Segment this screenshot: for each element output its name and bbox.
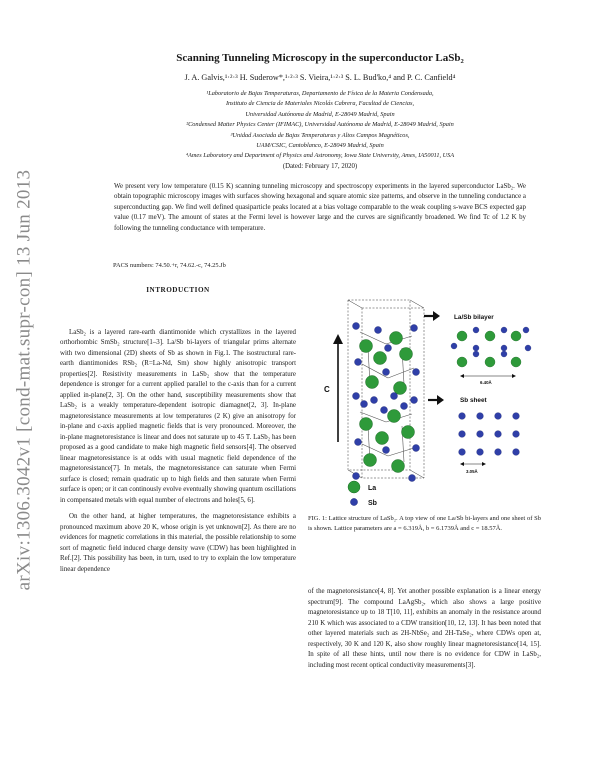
body-paragraph: of the magnetoresistance[4, 8]. Yet another possible explanation is a linear energy spectrum[9]. The compound LaAgSb₂, which also shows a large positive magnetoresistance up to 18 T[10, 11], exhibits an anomaly in the resistance around 210 K which was associated to a CDW transition[10, 12, 13]. It has been noted that other layered materials such as 2H-NbSe₂ and 2H-TaSe₂, where CDWs open at, respectively, 30 K and 120 K, also show roughly linear magnetoresistance[14, 15]. In spite of all these hints, until now there is no evidence for CDW in LaSb₂, including most recent optical conductivity measurements[3]. [308, 588, 541, 669]
abstract: We present very low temperature (0.15 K) scanning tunneling microscopy and spectroscopy experiments in the layered superconductor LaSb₂. We obtain topographic microscopy images with surfaces showing hexagonal and square atomic size patterns, and observe in the tunneling conductance a superconducting gap. We find well defined quasiparticle peaks located at a bias voltage comparable to the weak coupling s-wave BCS expected gap value (0.17 meV). The amount of states at the Fermi level is however large and the curves are significantly broadened. We find Tc of 1.2 K by following the tunneling conductance with temperature. [114, 183, 526, 232]
legend-sb-label: Sb [368, 500, 377, 507]
body-paragraph: On the other hand, at higher temperatures, the magnetoresistance exhibits a pronounced maximum above 20 K, whose origin is yet unknown[2]. As there are no evidences for magnetic correlations in this material, the possible relationship to some sort of magnetic field induced charge density wave (CDW) has been highlighted in Ref.[2]. This possibility has been, in turn, used to try to explain the low temperature linear dependence [60, 513, 296, 573]
affiliation-line: Instituto de Ciencia de Materiales Nicolás Cabrera, Facultad de Ciencias, [225, 100, 415, 108]
affiliation-line: Universidad Autónoma de Madrid, E-28049 Madrid, Spain [245, 110, 395, 118]
left-column [60, 285, 296, 581]
figure-caption: FIG. 1: Lattice structure of LaSb₂. A top view of one La/Sb bi-layers and one sheet of Sb is shown. Lattice parameters are a = 6.319Å, b = 6.1739Å and c = 18.57Å. [308, 515, 541, 532]
bilayer-top-view [451, 327, 531, 385]
legend-la-swatch [348, 481, 360, 493]
section-heading-introduction: INTRODUCTION [146, 286, 210, 294]
arxiv-id: arXiv:1306.3042v1 [cond-mat.supr-con] 13 Jun 2013 [13, 169, 35, 591]
c-axis-label: C [324, 385, 330, 394]
scale-bar-bottom: 3.05Å [466, 469, 478, 474]
figure-lattice-structure [316, 292, 542, 510]
sheet-top-view [459, 413, 520, 456]
affiliation-line: ³Unidad Asociada de Bajas Temperaturas y Altos Campos Magnéticos, [230, 131, 410, 139]
affiliation-line: ¹Laboratorio de Bajas Temperaturas, Departamento de Física de la Materia Condensada, [206, 90, 434, 97]
lattice-diagram [316, 292, 542, 510]
arxiv-stamp [4, 160, 44, 600]
legend-sb-swatch [350, 498, 357, 505]
affiliations [60, 89, 580, 162]
bilayer-arrow [424, 311, 440, 321]
pacs-numbers: PACS numbers: 74.50.+r, 74.62.-c, 74.25.Jb [113, 262, 226, 269]
affiliation-line: UAM/CSIC, Cantoblanco, E-28049 Madrid, Spain [256, 142, 384, 150]
legend [348, 481, 377, 507]
scale-bar-top: 6.40Å [480, 380, 492, 385]
date-line: (Dated: February 17, 2020) [282, 163, 358, 170]
affiliation-line: ²Condensed Matter Physics Center (IFIMAC), Universidad Autónoma de Madrid, E-28049 Madrid, Spain [186, 121, 454, 129]
c-axis-arrow [324, 334, 343, 442]
sheet-label: Sb sheet [460, 397, 487, 404]
right-column [308, 587, 541, 671]
sheet-arrow [428, 395, 444, 405]
author-list: J. A. Galvis,¹·²·³ H. Suderow*,¹·²·³ S. Vieira,¹·²·³ S. L. Bud'ko,⁴ and P. C. Canfield⁴ [184, 73, 456, 82]
bilayer-label: La/Sb bilayer [454, 314, 494, 321]
body-paragraph: LaSb₂ is a layered rare-earth diantimonide which crystallizes in the layered orthorhombic SmSb₂ structure[1–3]. La/Sb bi-layers of triangular prims alternate with two dimensional (2D) sheets of Sb as shown in Fig.1. The isostructural rare-earth diantimonides RSb₂ (R=La-Nd, Sm) show highly anisotropic transport properties[2]. Resistivity measurements in LaSb₂ show that the temperature dependence is stronger for a current applied parallel to the c-axis than for a current applied in-plane[2, 3]. On the other hand, susceptibility measurements show that LaSb₂ is a weakly temperature-dependent isotropic diamagnet[2, 3]. In-plane magnetoresistance measurements at low temperatures (2 K) give an anisotropy for in-plane and c-axis applied magnetic fields that is very pronounced. Moreover, the in-plane magnetoresistance is linear and does not saturate up to 45 T. LaSb₂ has been proposed as a good candidate to make high magnetic field sensors[4]. The observed linear magnetoresistance is at odds with usual magnetic field dependence of the magnetoresistance[7]. In metals, the magnetoresistance can saturate when Fermi surface is closed; remain quadratic up to high fields and then saturate when Fermi surface is open; or it can continously evolve eventually showing quantum oscillations in compensated metals with equal number of electrons and holes[5, 6]. [60, 328, 296, 504]
legend-la-label: La [368, 485, 377, 492]
paper-title: Scanning Tunneling Microscopy in the superconductor LaSb₂ [176, 52, 464, 64]
affiliation-line: ⁴Ames Laboratory and Department of Physics and Astronomy, Iowa State University, Ames, IA50011, USA [185, 152, 455, 160]
